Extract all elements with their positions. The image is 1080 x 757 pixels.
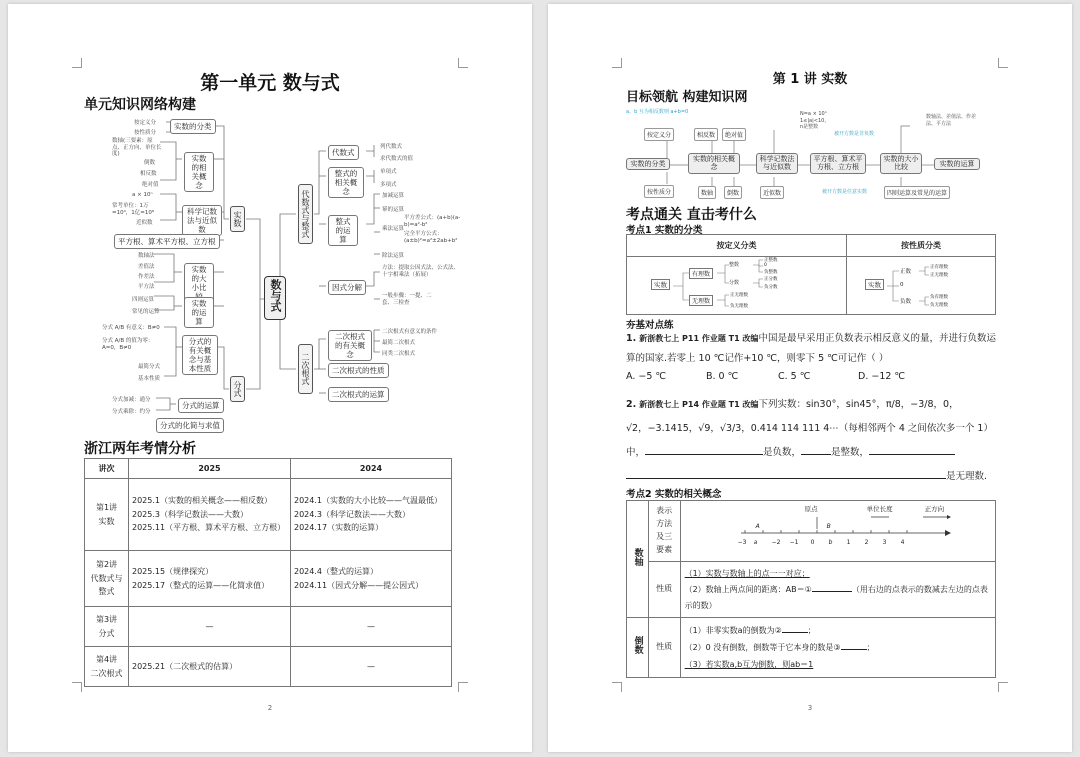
q2-fill3: 是无理数. — [946, 471, 988, 482]
label-reciprocal: 倒数 — [632, 636, 643, 655]
label-number-axis: 数轴 — [632, 547, 643, 566]
leaf: 四则运算 — [132, 297, 155, 303]
recip-prop-1b: ； — [807, 626, 816, 635]
node-algebraic-expr: 代数式 — [328, 145, 359, 160]
def-leaf: 负整数 — [764, 270, 778, 275]
blank-distance[interactable] — [812, 591, 852, 592]
node-scientific-notation: 科学记数法与近似数 — [182, 205, 222, 236]
node-related-concepts: 实数的相关概念 — [184, 152, 214, 192]
recip-prop-3: （3）若实数a,b互为倒数，则ab＝1 — [684, 660, 814, 669]
leaf: 常考单位：1万=10⁴，1亿=10⁸ — [112, 203, 155, 216]
kn-concepts: 实数的相关概念 — [688, 153, 740, 174]
kn-note-any: 被开方数是任意实数 — [822, 189, 868, 195]
node-fraction-simplify: 分式的化简与求值 — [156, 418, 224, 433]
kn-reciprocal: 倒数 — [724, 186, 742, 199]
kn-note-opposite: a、b 互为相反数则 a+b=0 — [626, 109, 689, 115]
q1-option-c[interactable]: C. 5 ℃ — [778, 371, 811, 382]
node-polynomial-ops: 整式的运算 — [328, 215, 358, 246]
cell-reciprocal — [627, 618, 649, 678]
leaf: 二次根式有意义的条件 — [382, 329, 438, 335]
cell-number-line — [680, 501, 995, 562]
kn-compare-methods: 数轴法、差值法、作差法、平方法 — [926, 114, 977, 127]
table-row — [627, 618, 996, 678]
def-irrational: 无理数 — [689, 295, 713, 306]
leaf: 相反数 — [140, 171, 157, 177]
axis-prop-2b: （用右边的点表示的数减去左边的点表示的数） — [684, 584, 988, 610]
leaf: 最简分式 — [138, 364, 161, 370]
leaf: 最简二次根式 — [382, 340, 416, 346]
branch-daishu: 代数式与整式 — [298, 184, 313, 244]
prop-leaf: 正有理数 — [930, 265, 948, 270]
cell-lecture: 第4讲 二次根式 — [85, 647, 129, 687]
node-roots: 平方根、算术平方根、立方根 — [114, 234, 220, 249]
def-leaf: 正分数 — [764, 277, 778, 282]
cell-property: 性质 — [648, 562, 680, 618]
prop-root: 实数 — [865, 279, 884, 290]
tick-label: 4 — [900, 539, 905, 546]
q1-option-d[interactable]: D. −12 ℃ — [858, 371, 906, 382]
prop-leaf: 负有理数 — [930, 295, 948, 300]
origin-label: 原点 — [804, 505, 818, 513]
crop-mark — [72, 682, 82, 692]
cell-2025: 2025.15（规律探究） 2025.17（整式的运算——化简求值） — [129, 551, 291, 607]
cell-axis-properties — [680, 562, 995, 618]
table-row — [85, 479, 452, 551]
knowledge-network — [626, 108, 996, 200]
cell-2024: 2024.1（实数的大小比较——气温最低） 2024.3（科学记数法——大数） 2024.17（实数的运算） — [291, 479, 452, 551]
cell-2024: 2024.4（整式的运算） 2024.11（因式分解——提公因式） — [291, 551, 452, 607]
crop-mark — [458, 682, 468, 692]
leaf: 常见的运算 — [132, 309, 160, 315]
prop-zero: 0 — [900, 282, 904, 288]
cell-reciprocal-properties — [680, 618, 995, 678]
leaf: 差值法 — [138, 264, 155, 270]
leaf: 多项式 — [380, 182, 397, 188]
cell-def-tree — [627, 257, 847, 315]
kn-axis: 数轴 — [698, 186, 716, 199]
leaf: 除法运算 — [382, 253, 405, 259]
cell-prop-tree — [847, 257, 996, 315]
question-2 — [626, 393, 998, 489]
leaf: 作差法 — [138, 274, 155, 280]
blank-reciprocal[interactable] — [782, 632, 808, 633]
leaf: 求代数式的值 — [380, 156, 414, 162]
leaf: 完全平方公式：(a±b)²=a²±2ab+b² — [404, 231, 458, 244]
crop-mark — [72, 58, 82, 68]
leaf: 分式加减：通分 — [112, 397, 151, 403]
leaf: 方法：提取公因式法、公式法、十字相乘法（拓展） — [382, 265, 460, 278]
table-header-row — [627, 235, 996, 257]
mindmap-center — [264, 276, 286, 320]
cell-number-axis — [627, 501, 649, 618]
node-operation: 实数的运算 — [184, 297, 214, 328]
crop-mark — [612, 58, 622, 68]
cell-lecture: 第3讲 分式 — [85, 607, 129, 647]
q2-blank-irrational-2[interactable] — [626, 478, 946, 479]
q2-number: 2. — [626, 399, 637, 410]
crop-mark — [612, 682, 622, 692]
leaf: 基本性质 — [138, 376, 161, 382]
leaf: 列代数式 — [380, 144, 403, 150]
crop-mark — [998, 58, 1008, 68]
leaf: 一般步骤：一提、二套、三检查 — [382, 293, 432, 306]
concepts-table — [626, 500, 996, 678]
prop-leaf: 负无理数 — [930, 303, 948, 308]
cell-lecture: 第1讲 实数 — [85, 479, 129, 551]
recip-prop-1: （1）非零实数a的倒数为② — [684, 626, 782, 635]
node-radical-ops: 二次根式的运算 — [328, 387, 389, 402]
cell-2025: 2025.21（二次根式的估算） — [129, 647, 291, 687]
q2-blank-integer[interactable] — [801, 454, 831, 455]
tick-label: 3 — [882, 539, 887, 546]
node-fraction-concepts: 分式的有关概念与基本性质 — [182, 335, 218, 375]
axis-prop-2: （2）数轴上两点间的距离：AB＝① — [684, 584, 812, 594]
table-row — [627, 257, 996, 315]
cell-representation: 表示方法及三要素 — [648, 501, 680, 562]
table-row — [85, 551, 452, 607]
right-page — [548, 4, 1072, 752]
def-integer: 整数 — [729, 262, 740, 268]
header-by-prop: 按性质分类 — [847, 235, 996, 257]
leaf: 加减运算 — [382, 193, 405, 199]
def-leaf: 负分数 — [764, 285, 778, 290]
q2-blank-irrational-1[interactable] — [869, 454, 955, 455]
kn-opposite: 相反数 — [694, 128, 718, 141]
unit-length-label: 单位长度 — [866, 505, 893, 513]
direction-label: 正方向 — [924, 505, 945, 513]
q2-text2: √2，−3.1415，√9，√3/3，0.414 114 111 4⋯（每相邻两个 4 之间依次多一个 1） — [626, 423, 993, 434]
node-fraction-ops: 分式的运算 — [178, 398, 224, 413]
recip-prop-2: （2）0 没有倒数，倒数等于它本身的数是③ — [684, 643, 841, 652]
point-a-label: A — [755, 523, 760, 530]
def-leaf: 正无理数 — [730, 293, 748, 298]
def-rational: 有理数 — [689, 268, 713, 279]
prop-positive: 正数 — [900, 269, 912, 275]
q2-text1: 下列实数：sin30°，sin45°，π/8，−3/8，0， — [758, 399, 959, 410]
branch-fenshi: 分式 — [230, 376, 245, 402]
left-page — [8, 4, 532, 752]
table-row — [85, 607, 452, 647]
q1-option-b[interactable]: B. 0 ℃ — [706, 371, 739, 382]
tick-label: 1 — [846, 539, 851, 546]
def-fraction: 分数 — [729, 280, 740, 286]
def-leaf: 负无理数 — [730, 304, 748, 309]
node-classification: 实数的分类 — [170, 119, 216, 134]
kp2-title: 考点2 实数的相关概念 — [626, 489, 722, 500]
unit-title: 第一单元 数与式 — [200, 72, 340, 94]
q1-option-a[interactable]: A. −5 ℃ — [626, 371, 667, 382]
crop-mark — [458, 58, 468, 68]
section-knowledge-network: 单元知识网络构建 — [84, 97, 196, 113]
q2-blank-negative[interactable] — [645, 454, 763, 455]
prop-leaf: 正无理数 — [930, 273, 948, 278]
branch-genshi: 二次根式 — [298, 344, 313, 394]
q2-fill1: 是负数， — [763, 447, 802, 458]
table-row — [627, 501, 996, 562]
recip-prop-2b: ； — [866, 643, 875, 652]
cell-lecture: 第2讲 代数式与 整式 — [85, 551, 129, 607]
cell-property: 性质 — [648, 618, 680, 678]
unit-mindmap — [84, 114, 464, 434]
kn-roots: 平方根、算术平方根、立方根 — [810, 153, 866, 174]
tick-label: b — [828, 539, 833, 546]
header-2025: 2025 — [129, 459, 291, 479]
page-number: 3 — [807, 704, 813, 712]
leaf: 单项式 — [380, 169, 397, 175]
tick-label: 0 — [810, 539, 815, 546]
leaf: 数轴法 — [138, 253, 155, 259]
lecture-title: 第 1 讲 实数 — [772, 72, 848, 87]
node-radical-concepts: 二次根式的有关概念 — [328, 330, 372, 361]
leaf: a × 10ⁿ — [132, 192, 153, 198]
exam-table — [84, 458, 452, 687]
section-exam-analysis: 浙江两年考情分析 — [84, 441, 196, 457]
tick-label: −1 — [789, 539, 799, 546]
point-b-label: B — [826, 523, 831, 530]
leaf: 分式 A/B 有意义：B≠0 — [102, 325, 160, 331]
node-polynomial-concepts: 整式的相关概念 — [328, 167, 364, 198]
kn-note-nonneg: 被开方数是非负数 — [834, 131, 875, 137]
q2-source: 新浙教七上 P14 作业题 T1 改编 — [639, 400, 759, 409]
leaf: 分式 A/B 的值为零：A=0，B≠0 — [102, 338, 154, 351]
q1-number: 1. — [626, 333, 637, 344]
leaf: 倒数 — [144, 160, 156, 166]
kn-classification: 实数的分类 — [626, 158, 670, 170]
center-label: 数与式 — [269, 279, 282, 312]
q1-source: 新浙教七上 P11 作业题 T1 改编 — [639, 334, 759, 343]
table-row — [85, 647, 452, 687]
q2-text3: 中， — [626, 447, 646, 458]
header-by-def: 按定义分类 — [627, 235, 847, 257]
kn-by-property: 按性质分 — [644, 185, 674, 198]
leaf: 乘法运算 — [382, 226, 405, 232]
prop-negative: 负数 — [900, 299, 912, 305]
kn-ops-list: 四则运算及常见的运算 — [884, 186, 950, 199]
crop-mark — [998, 682, 1008, 692]
section-target: 目标领航 构建知识网 — [626, 90, 748, 105]
leaf: 平方法 — [138, 284, 155, 290]
tick-label: 2 — [864, 539, 869, 546]
leaf: 按定义分 — [134, 120, 157, 126]
classification-table — [626, 234, 996, 315]
kn-operation: 实数的运算 — [934, 158, 980, 170]
blank-self-reciprocal[interactable] — [841, 649, 867, 650]
section-exam-points: 考点通关 直击考什么 — [626, 207, 757, 223]
node-compare: 实数的大小比 — [184, 263, 214, 303]
tick-label: a — [753, 539, 758, 546]
q2-fill2: 是整数， — [831, 447, 870, 458]
def-root: 实数 — [651, 279, 670, 290]
branch-shishu: 实数 — [230, 206, 245, 232]
table-row — [627, 562, 996, 618]
leaf: 数轴(三要素：原点、正方向、单位长度) — [112, 138, 162, 158]
kn-absolute: 绝对值 — [722, 128, 746, 141]
kn-approx: 近似数 — [760, 186, 784, 199]
leaf: 分式乘除：约分 — [112, 409, 151, 415]
table-header-row — [85, 459, 452, 479]
leaf: 绝对值 — [142, 182, 159, 188]
cell-2024: — — [291, 607, 452, 647]
tick-label: −3 — [737, 539, 747, 546]
leaf: 近似数 — [136, 220, 153, 226]
axis-prop-1: （1）实数与数轴上的点一一对应； — [684, 568, 810, 578]
leaf: 平方差公式：(a+b)(a-b)=a²-b² — [404, 215, 461, 228]
practice-title: 夯基对点练 — [626, 320, 674, 331]
kn-compare: 实数的大小比较 — [880, 153, 922, 174]
node-radical-properties: 二次根式的性质 — [328, 363, 389, 378]
header-lecture: 讲次 — [85, 459, 129, 479]
leaf: 同类二次根式 — [382, 351, 416, 357]
kn-sci-notation: 科学记数法与近似数 — [756, 153, 798, 174]
cell-2024: — — [291, 647, 452, 687]
kn-sci-formula: N=a × 10ⁿ 1≤|a|<10， n是整数 — [800, 111, 830, 130]
header-2024: 2024 — [291, 459, 452, 479]
leaf: 按性质分 — [134, 130, 157, 136]
kn-by-definition: 按定义分 — [644, 128, 674, 141]
q1-text: 中国是最早采用正负数表示相反意义的量，并进行负数运算的国家.若零上 10 ℃记作+10 ℃，则零下 5 ℃可记作（ ） — [626, 333, 996, 364]
tick-label: −2 — [771, 539, 781, 546]
def-leaf: 0 — [764, 263, 767, 268]
kp1-title: 考点1 实数的分类 — [626, 225, 703, 236]
cell-2025: — — [129, 607, 291, 647]
def-leaf: 正整数 — [764, 258, 778, 263]
question-1 — [626, 329, 998, 369]
cell-2025: 2025.1（实数的相关概念——相反数） 2025.3（科学记数法——大数） 2025.11（平方根、算术平方根、立方根） — [129, 479, 291, 551]
node-factorization: 因式分解 — [328, 280, 366, 295]
leaf: 幂的运算 — [382, 207, 405, 213]
page-number: 2 — [267, 704, 273, 712]
